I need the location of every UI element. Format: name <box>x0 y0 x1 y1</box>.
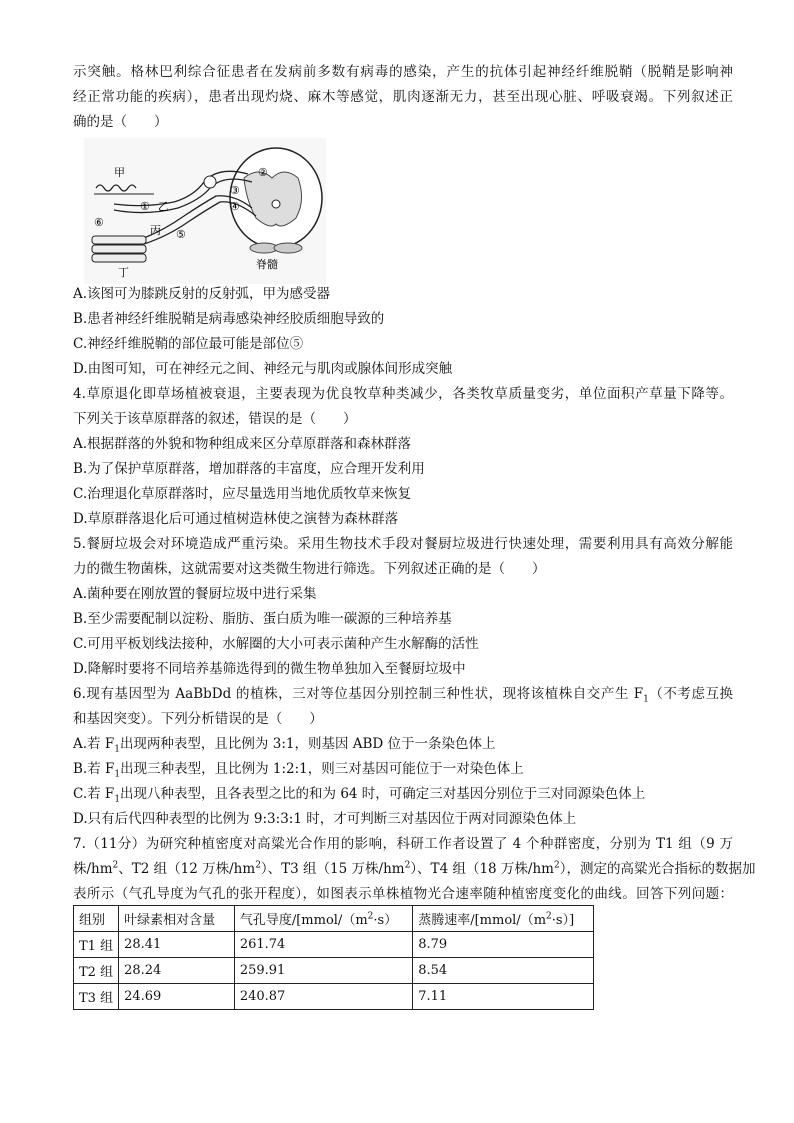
table-header-cell <box>234 906 412 932</box>
table-cell: 28.41 <box>119 932 235 958</box>
table-row <box>74 984 594 1010</box>
text-span: （不考虑互换 <box>648 686 734 702</box>
text-line: 示突触。格林巴利综合征患者在发病前多数有病毒的感染，产生的抗体引起神经纤维脱鞘（脱鞘是影响神 <box>73 64 733 80</box>
text-span: 出现八种表型，且各表型之比的和为 64 时，可确定三对基因分别位于三对同源染色体上 <box>120 786 646 802</box>
subscript: 1 <box>114 794 121 805</box>
text-line: 确的是（ ） <box>73 114 168 130</box>
text-span: ·s） <box>373 913 398 928</box>
muscle-fiber-shape <box>92 236 146 244</box>
superscript: 2 <box>546 911 552 922</box>
reflex-arc-figure <box>84 138 326 284</box>
table-cell: 24.69 <box>119 984 235 1010</box>
text-span: B.若 F <box>73 761 115 777</box>
text-span: 蒸腾速率/[mmol/（m <box>418 913 547 928</box>
table-cell: 8.54 <box>413 958 594 984</box>
text-span: 出现两种表型，且比例为 3:1，则基因 ABD 位于一条染色体上 <box>119 736 496 752</box>
table-cell: T1 组 <box>74 932 119 958</box>
table-header-cell: 组别 <box>74 906 119 932</box>
option-c: C.可用平板划线法接种，水解圈的大小可表示菌种产生水解酶的活性 <box>73 636 479 652</box>
sensory-fiber-line <box>114 171 248 205</box>
label-6: ⑥ <box>94 216 104 229</box>
label-3: ③ <box>230 184 240 197</box>
question-3-options <box>73 282 756 907</box>
label-2: ② <box>258 166 268 179</box>
question-7-stem: 表所示（气孔导度为气孔的张开程度），如图表示单株植物光合速率随种植密度变化的曲线。回答下列问题： <box>73 886 733 902</box>
label-bing: 丙 <box>150 224 161 237</box>
option-a: A.根据群落的外貌和物种组成来区分草原群落和森林群落 <box>73 436 412 452</box>
table-cell: 28.24 <box>119 958 235 984</box>
text-span: 出现三种表型，且比例为 1:2:1，则三对基因可能位于一对染色体上 <box>120 761 524 777</box>
label-ding: 丁 <box>118 266 129 279</box>
option-d: D.由图可知，可在神经元之间、神经元与肌肉或腺体间形成突触 <box>73 361 453 377</box>
text-span: A.若 F <box>73 736 115 752</box>
muscle-fiber-shape <box>92 254 146 262</box>
text-span: 6.现有基因型为 AaBbDd 的植株，三对等位基因分别控制三种性状，现将该植株自交产生 F <box>73 686 644 702</box>
ganglion-shape <box>204 176 216 188</box>
option-a <box>73 732 733 757</box>
muscle-fiber-shape <box>92 245 146 253</box>
subscript: 1 <box>114 769 121 780</box>
superscript: 2 <box>553 860 560 871</box>
superscript: 2 <box>112 860 119 871</box>
table-row <box>74 958 594 984</box>
superscript: 2 <box>367 911 374 922</box>
label-yi: 乙 <box>158 200 169 213</box>
label-1: ① <box>140 200 150 213</box>
option-a: A.该图可为膝跳反射的反射弧，甲为感受器 <box>73 286 331 302</box>
table-cell: T2 组 <box>74 958 119 984</box>
subscript: 1 <box>643 694 649 705</box>
reflex-arc-diagram <box>84 138 326 284</box>
label-jia: 甲 <box>114 166 125 179</box>
central-canal-shape <box>272 200 280 208</box>
text-span: 气孔导度/[mmol/（m <box>239 913 368 928</box>
option-b: B.至少需要配制以淀粉、脂肪、蛋白质为唯一碳源的三种培养基 <box>73 611 452 627</box>
table-header-cell: 叶绿素相对含量 <box>119 906 235 932</box>
text-span: 株/hm <box>73 861 113 877</box>
option-d: D.只有后代四种表型的比例为 9:3:3:1 时，才可判断三对基因位于两对同源染色体上 <box>73 811 577 827</box>
question-3-stem <box>73 60 733 135</box>
option-d: D.草原群落退化后可通过植树造林使之演替为森林群落 <box>73 511 399 527</box>
text-span: ）、T4 组（18 万株/hm <box>410 861 554 877</box>
option-c: C.神经纤维脱鞘的部位最可能是部位⑤ <box>73 336 304 352</box>
table-cell: 259.91 <box>234 958 412 984</box>
label-4: ④ <box>230 200 240 213</box>
question-5-stem: 5.餐厨垃圾会对环境造成严重污染。采用生物技术手段对餐厨垃圾进行快速处理，需要利用具有高效分解能 <box>73 536 733 552</box>
question-5-stem: 力的微生物菌株，这就需要对这类微生物进行筛选。下列叙述正确的是（ ） <box>73 561 546 577</box>
label-spinal-cord: 脊髓 <box>256 258 278 271</box>
text-span: ），测定的高粱光合指标的数据加 <box>559 861 756 877</box>
option-a: A.菌种要在刚放置的餐厨垃圾中进行采集 <box>73 586 317 602</box>
text-span: ·s）] <box>551 913 575 928</box>
superscript: 2 <box>255 860 261 871</box>
option-d: D.降解时要将不同培养基筛选得到的微生物单独加入至餐厨垃圾中 <box>73 661 466 677</box>
question-7-stem: 7.（11分）为研究种植密度对高粱光合作用的影响，科研工作者设置了 4 个种群密度，分别为 T1 组（9 万 <box>73 836 733 852</box>
superscript: 2 <box>404 860 411 871</box>
receptor-wave-line <box>96 185 136 191</box>
option-c <box>73 782 733 807</box>
question-6-stem: 和基因突变）。下列分析错误的是（ ） <box>73 711 323 727</box>
table-cell: 261.74 <box>234 932 412 958</box>
table-cell: T3 组 <box>74 984 119 1010</box>
table-row <box>74 932 594 958</box>
table-header-cell <box>413 906 594 932</box>
text-span: C.若 F <box>73 786 115 802</box>
ventral-root-shape <box>274 243 302 253</box>
question-4-stem: 4.草原退化即草场植被衰退，主要表现为优良牧草种类减少，各类牧草质量变劣，单位面积产草量下降等。 <box>73 386 733 402</box>
option-c: C.治理退化草原群落时，应尽量选用当地优质牧草来恢复 <box>73 486 412 502</box>
question-7-stem <box>73 857 756 882</box>
subscript: 1 <box>114 744 120 755</box>
photosynthesis-table <box>73 905 594 1010</box>
question-6-stem <box>73 682 733 707</box>
option-b: B.患者神经纤维脱鞘是病毒感染神经胶质细胞导致的 <box>73 311 385 327</box>
table-cell: 8.79 <box>413 932 594 958</box>
table-cell: 7.11 <box>413 984 594 1010</box>
option-b <box>73 757 733 782</box>
question-4-stem: 下列关于该草原群落的叙述，错误的是（ ） <box>73 411 357 427</box>
text-span: ）、T3 组（15 万株/hm <box>260 861 405 877</box>
table-cell: 240.87 <box>234 984 412 1010</box>
label-5: ⑤ <box>176 228 186 241</box>
text-line: 经正常功能的疾病），患者出现灼烧、麻木等感觉，肌肉逐渐无力，甚至出现心脏、呼吸衰竭。下列叙述正 <box>73 89 733 105</box>
text-span: 、T2 组（12 万株/hm <box>118 861 256 877</box>
table-header-row <box>74 906 594 932</box>
option-b: B.为了保护草原群落，增加群落的丰富度，应合理开发利用 <box>73 461 425 477</box>
